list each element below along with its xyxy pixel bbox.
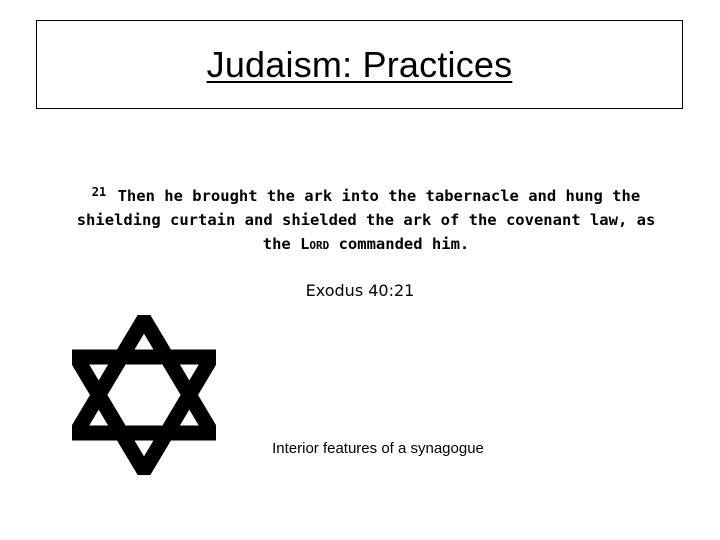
verse-lord: Lord [300, 235, 330, 253]
scripture-verse [60, 180, 672, 256]
star-down-triangle [76, 357, 212, 471]
slide-title: Judaism: Practices [206, 43, 513, 85]
verse-text-before: Then he brought the ark into the tabernacle and hung the shielding curtain and shielded the ark of the covenant law, as the [76, 187, 656, 253]
verse-number: 21 [91, 185, 107, 199]
verse-text-after: commanded him. [329, 235, 470, 253]
star-of-david-icon [72, 315, 216, 475]
title-box [36, 20, 683, 109]
star-up-triangle [76, 319, 212, 433]
image-caption: Interior features of a synagogue [272, 440, 484, 457]
scripture-reference: Exodus 40:21 [305, 281, 415, 300]
